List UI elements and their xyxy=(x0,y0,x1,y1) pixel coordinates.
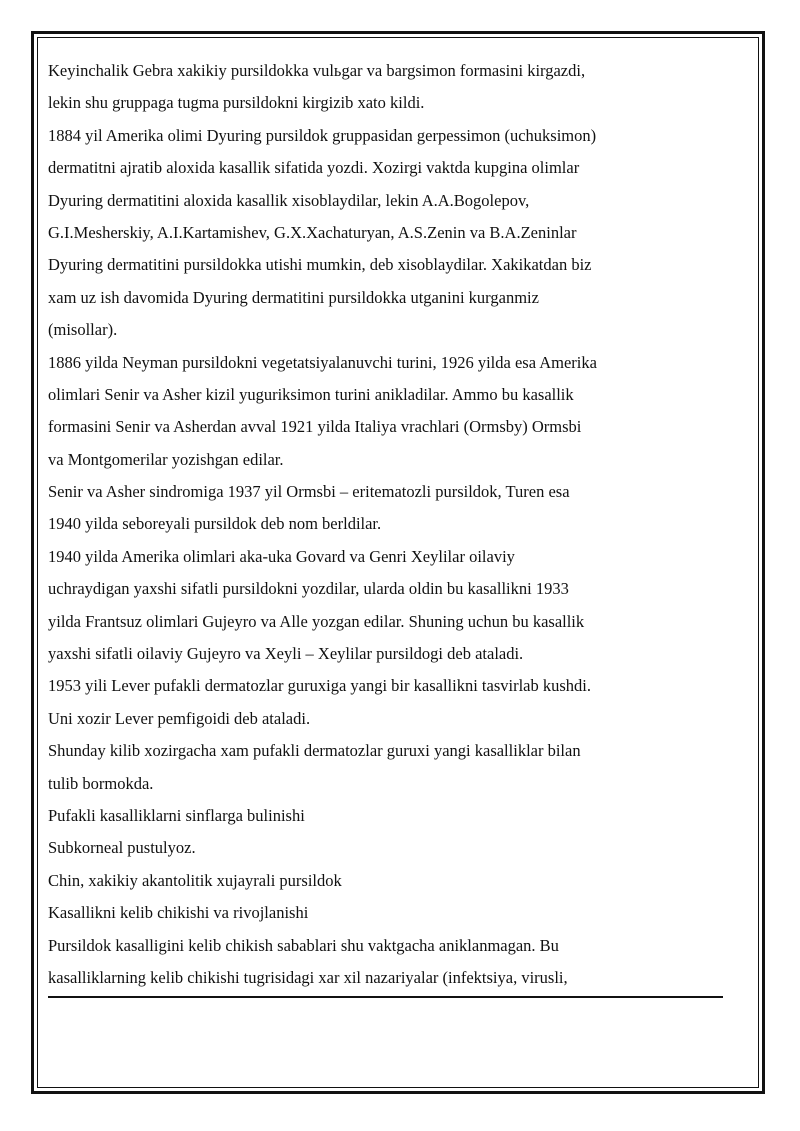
text-line: yaxshi sifatli oilaviy Gujeyro va Xeyli – Xeylilar pursildogi deb ataladi. xyxy=(48,644,524,664)
text-line: 1940 yilda seboreyali pursildok deb nom berldilar. xyxy=(48,514,382,534)
text-line: olimlari Senir va Asher kizil yuguriksimon turini anikladilar. Ammo bu kasallik xyxy=(48,384,574,404)
text-line: 1953 yili Lever pufakli dermatozlar guruxiga yangi bir kasallikni tasvirlab kushdi. xyxy=(48,676,591,696)
text-line: uchraydigan yaxshi sifatli pursildokni yozdilar, ularda oldin bu kasallikni 1933 xyxy=(48,579,569,599)
text-line: Pufakli kasalliklarni sinflarga bulinishi xyxy=(48,805,305,825)
text-line: kasalliklarning kelib chikishi tugrisidagi xar xil nazariyalar (infektsiya, virusli, xyxy=(48,967,568,987)
text-line: Keyinchalik Gebra xakikiy pursildokka vulьgar va bargsimon formasini kirgazdi, xyxy=(48,61,586,80)
text-line: 1886 yilda Neyman pursildokni vegetatsiyalanuvchi turini, 1926 yilda esa Amerika xyxy=(48,352,597,372)
text-line: Chin, xakikiy akantolitik xujayrali pursildok xyxy=(48,870,342,890)
text-line: lekin shu gruppaga tugma pursildokni kirgizib xato kildi. xyxy=(48,93,425,113)
text-line: Shunday kilib xozirgacha xam pufakli dermatozlar guruxi yangi kasalliklar bilan xyxy=(48,741,581,761)
text-line: tulib bormokda. xyxy=(48,773,154,793)
document-body xyxy=(48,55,738,994)
text-line: Dyuring dermatitini aloxida kasallik xisoblaydilar, lekin A.A.Bogolepov, xyxy=(48,190,530,210)
text-line: xam uz ish davomida Dyuring dermatitini pursildokka utganini kurganmiz xyxy=(48,287,539,307)
text-line: (misollar). xyxy=(48,320,118,340)
text-line: formasini Senir va Asherdan avval 1921 yilda Italiya vrachlari (Ormsby) Ormsbi xyxy=(48,417,582,437)
text-line: Uni xozir Lever pemfigoidi deb ataladi. xyxy=(48,708,311,728)
text-line: Senir va Asher sindromiga 1937 yil Ormsbi – eritematozli pursildok, Turen esa xyxy=(48,482,570,502)
text-line: va Montgomerilar yozishgan edilar. xyxy=(48,449,284,469)
text-line: Subkorneal pustulyoz. xyxy=(48,838,196,858)
text-line: Kasallikni kelib chikishi va rivojlanishi xyxy=(48,903,309,923)
text-line: 1884 yil Amerika olimi Dyuring pursildok gruppasidan gerpessimon (uchuksimon) xyxy=(48,125,597,145)
footer-rule xyxy=(48,996,723,998)
text-line: dermatitni ajratib aloxida kasallik sifatida yozdi. Xozirgi vaktda kupgina olimlar xyxy=(48,158,580,178)
text-line: 1940 yilda Amerika olimlari aka-uka Govard va Genri Xeylilar oilaviy xyxy=(48,546,515,566)
text-line: G.I.Mesherskiy, A.I.Kartamishev, G.X.Xachaturyan, A.S.Zenin va B.A.Zeninlar xyxy=(48,222,577,242)
text-line: Dyuring dermatitini pursildokka utishi mumkin, deb xisoblaydilar. Xakikatdan biz xyxy=(48,255,592,275)
text-line: Pursildok kasalligini kelib chikish sabablari shu vaktgacha aniklanmagan. Bu xyxy=(48,935,559,955)
text-line: yilda Frantsuz olimlari Gujeyro va Alle yozgan edilar. Shuning uchun bu kasallik xyxy=(48,611,585,631)
